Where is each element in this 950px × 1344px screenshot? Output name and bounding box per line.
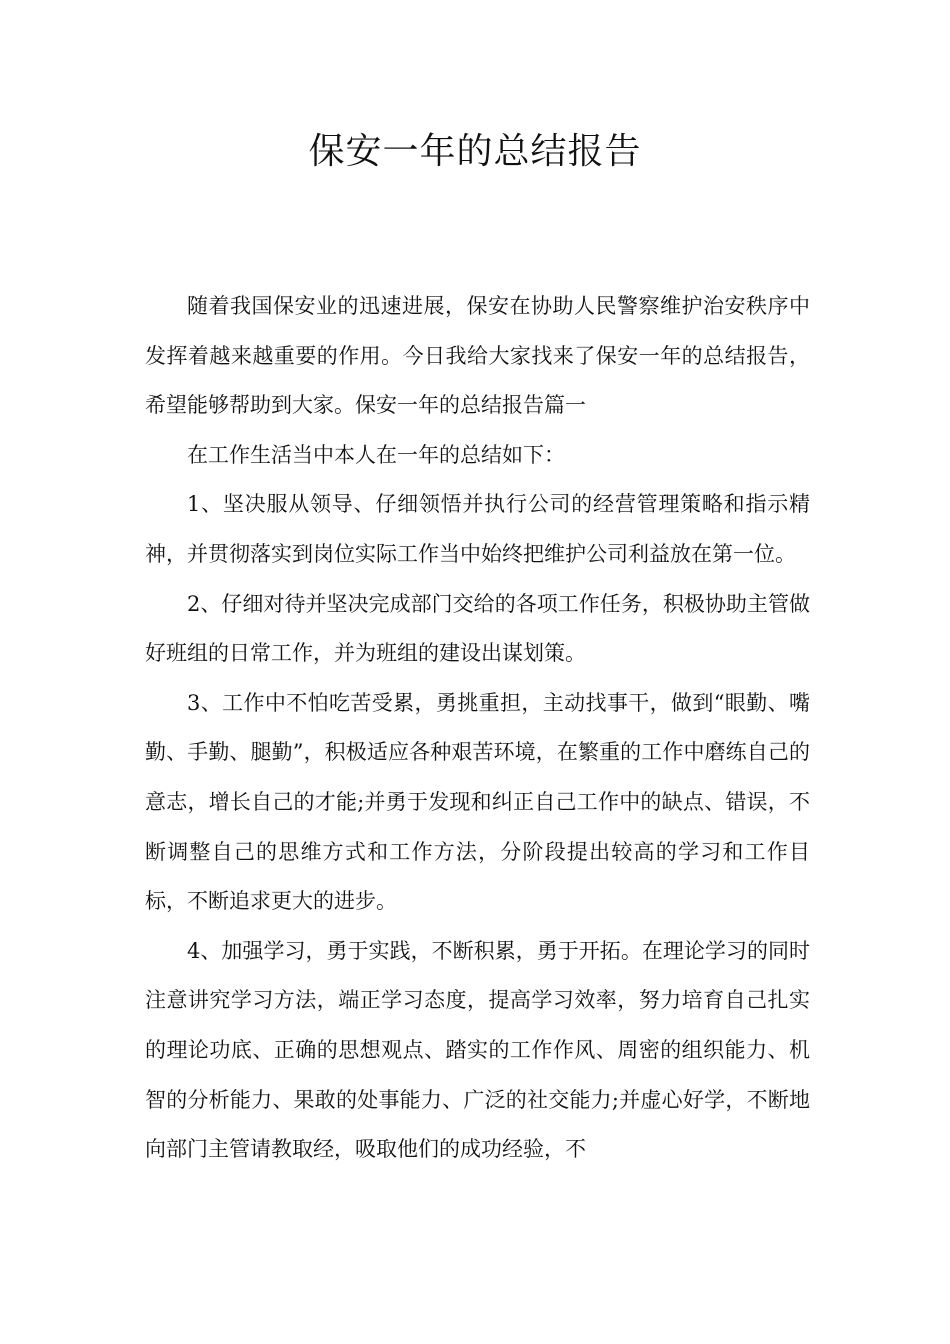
paragraph-item-2: 2、仔细对待并坚决完成部门交给的各项工作任务，积极协助主管做好班组的日常工作，并为班组的建设出谋划策。	[145, 591, 810, 666]
paragraph-item-3: 3、工作中不怕吃苦受累，勇挑重担，主动找事干，做到“眼勤、嘴勤、手勤、腿勤”，积极适应各种艰苦环境，在繁重的工作中磨练自己的意志，增长自己的才能;并勇于发现和纠正自己工作中的缺点、错误，不断调整自己的思维方式和工作方法，分阶段提出较高的学习和工作目标，不断追求更大的进步。	[145, 690, 810, 914]
paragraph-intro: 随着我国保安业的迅速进展，保安在协助人民警察维护治安秩序中发挥着越来越重要的作用。今日我给大家找来了保安一年的总结报告，希望能够帮助到大家。保安一年的总结报告篇一	[145, 294, 810, 418]
paragraph-summary-lead: 在工作生活当中本人在一年的总结如下：	[187, 442, 565, 467]
paragraph-item-1: 1、坚决服从领导、仔细领悟并执行公司的经营管理策略和指示精神，并贯彻落实到岗位实际工作当中始终把维护公司利益放在第一位。	[145, 492, 810, 566]
document-body	[145, 282, 810, 1175]
page-title: 保安一年的总结报告	[308, 131, 642, 172]
paragraph-item-4: 4、加强学习，勇于实践，不断积累，勇于开拓。在理论学习的同时注意讲究学习方法，端正学习态度，提高学习效率，努力培育自己扎实的理论功底、正确的思想观点、踏实的工作作风、周密的组织能力、机智的分析能力、果敢的处事能力、广泛的社交能力;并虚心好学，不断地向部门主管请教取经，吸取他们的成功经验，不	[145, 938, 810, 1162]
